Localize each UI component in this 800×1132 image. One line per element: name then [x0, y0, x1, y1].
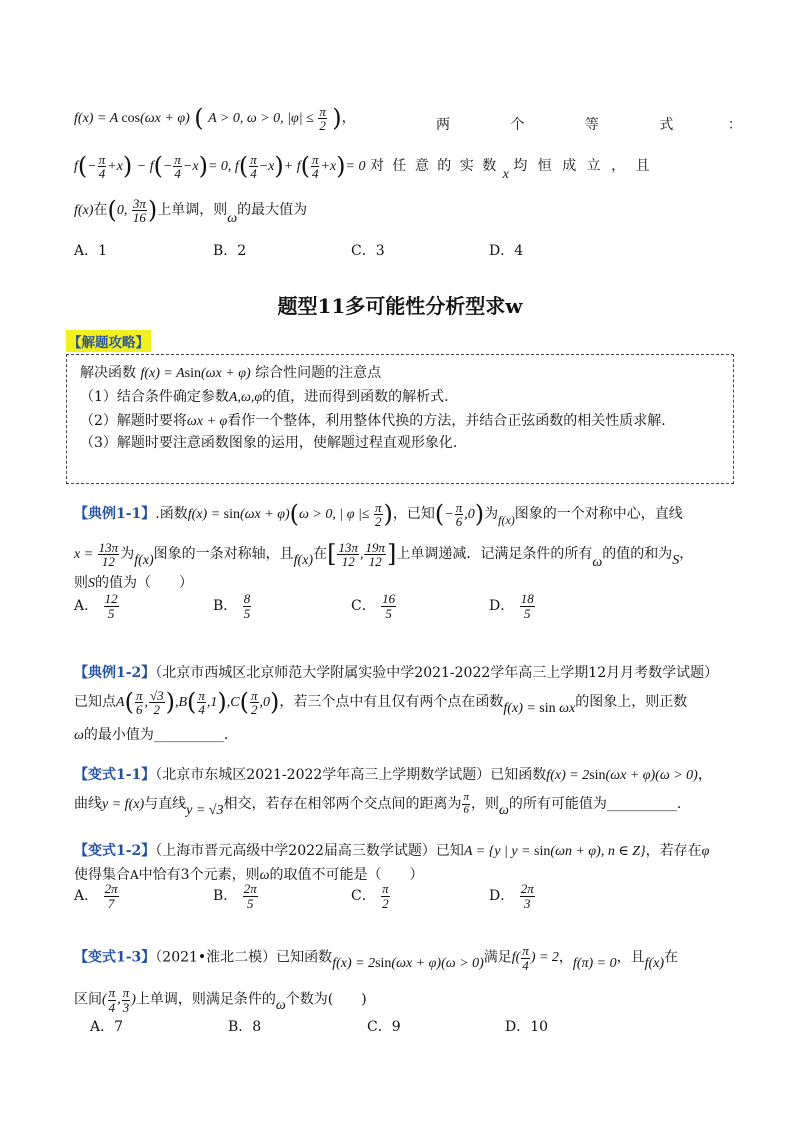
var3-option-d[interactable]: D．10 [505, 1019, 549, 1035]
ex1-tag: 【典例1-1】 [74, 506, 156, 522]
ex1-option-c[interactable]: C． $\frac{16}{5}$ [351, 591, 396, 621]
var3-option-b[interactable]: B．8 [228, 1019, 262, 1035]
math-cond: A > 0, ω > 0, |φ| ≤ $\frac{\pi}{2}$ [208, 103, 326, 134]
strategy-line2: （1）结合条件确定参数A,ω,φ的值，进而得到函数的解析式. [80, 389, 449, 405]
math-expr: f(x) = A cos(ωx + φ) [74, 111, 190, 126]
ex1-line1: 【典例1-1】.函数f(x) = sin(ωx + φ)(ω > 0, | φ |≤ $\frac{\pi}{2}$ )，已知(− $\frac{\pi}{6}$ ,0)为f(x)图象的一个对称中心，直线 [74, 499, 683, 530]
var1-line2: 曲线y = f(x)与直线y = √3相交，若存在相邻两个交点间的距离为 $\frac{\pi}{6}$ ，则ω的所有可能值为__________. [74, 791, 682, 819]
section-title: 题型11多可能性分析型求w [277, 294, 523, 318]
ex1-option-b[interactable]: B． $\frac{8}{5}$ [213, 591, 251, 621]
ex1-option-a[interactable]: A． $\frac{12}{5}$ [74, 591, 118, 621]
var2-option-b[interactable]: B． $\frac{2\pi}{5}$ [213, 881, 257, 911]
ex2-line2: 已知点A( $\frac{\pi}{6}$ , $\frac{√3}{2}$ ),B( $\frac{\pi}{4}$ ,1),C( $\frac{\pi}{2}$ ,0)，若三个点中有且仅有两个点在函数f(x) = sin ωx的图象上，则正数 [74, 687, 688, 718]
strategy-label: 【解题攻略】 [66, 330, 151, 352]
text: 上单调，则 [157, 202, 228, 218]
strategy-line1: 解决函数 f(x) = Asin(ωx + φ) 综合性问题的注意点 [80, 365, 382, 381]
option-d[interactable]: D．4 [489, 243, 524, 259]
problem-top-line1: f(x) = A cos(ωx + φ) ( A > 0, ω > 0, |φ| ≤ $\frac{\pi}{2}$ )， [74, 103, 356, 134]
var2-option-c[interactable]: C． $\frac{\pi}{2}$ [351, 881, 389, 911]
var3-option-a[interactable]: A．7 [90, 1019, 124, 1035]
text: 均 恒 成 立 ， 且 [513, 158, 653, 174]
ex2-tag: 【典例1-2】 [74, 665, 156, 681]
strategy-line3: （2）解题时要将ωx + φ看作一个整体，利用整体代换的方法，并结合正弦函数的相关性质求解. [80, 413, 666, 429]
text-char: 两 [436, 117, 450, 133]
problem-top-line3: f(x)在(0, $\frac{3\pi}{16}$ )上单调，则ω的最大值为 [74, 195, 308, 226]
var2-line1: 【变式1-2】（上海市晋元高级中学2022届高三数学试题）已知A = {y | y = sin(ωn + φ), n ∈ Z}，若存在φ [74, 843, 710, 859]
var-x: x [502, 167, 509, 182]
ex2-line3: ω的最小值为__________. [74, 727, 229, 743]
var3-line1: 【变式1-3】（2021•淮北二模）已知函数f(x) = 2sin(ωx + φ)(ω > 0)满足f( $\frac{\pi}{4}$ ) = 2，f(π) = 0，且f(x)在 [74, 943, 679, 973]
ex2-line1: 【典例1-2】（北京市西城区北京师范大学附属实验中学2021-2022学年高三上学期12月月考数学试题） [74, 665, 719, 681]
text-char: 式 [659, 117, 674, 133]
ex1-option-d[interactable]: D． $\frac{18}{5}$ [489, 591, 534, 621]
option-c[interactable]: C．3 [351, 243, 385, 259]
text-char: 等 [584, 117, 599, 133]
var3-option-c[interactable]: C．9 [367, 1019, 401, 1035]
option-a[interactable]: A．1 [74, 243, 108, 259]
var2-option-a[interactable]: A． $\frac{2\pi}{7}$ [74, 881, 118, 911]
var-omega: ω [227, 211, 238, 226]
text: 的最大值为 [237, 202, 308, 218]
strategy-line4: （3）解题时要注意函数图象的运用，使解题过程直观形象化. [80, 435, 458, 451]
var2-option-d[interactable]: D． $\frac{2\pi}{3}$ [489, 881, 534, 911]
var1-line1: 【变式1-1】（北京市东城区2021-2022学年高三上学期数学试题）已知函数f(x) = 2sin(ωx + φ)(ω > 0)， [74, 767, 712, 783]
ex1-line3: 则S的值为（ ） [74, 575, 193, 591]
text: 对 任 意 的 实 数 [369, 158, 499, 174]
var2-tag: 【变式1-2】 [74, 843, 156, 859]
text-char: ： [727, 117, 742, 133]
text-char: 个 [510, 117, 525, 133]
var3-line2: 区间( $\frac{\pi}{4}$ , $\frac{\pi}{3}$ )上单调，则满足条件的ω个数为( ) [74, 985, 367, 1015]
ex1-line2: x = $\frac{13\pi}{12}$ 为f(x)图象的一条对称轴，且f(x)在[ $\frac{13\pi}{12}$ , $\frac{19\pi}{12}$ ]上单调递减．记满足条件的所有ω的值的和为S， [74, 539, 694, 570]
var2-line2: 使得集合A中恰有3个元素，则ω的取值不可能是（ ） [74, 867, 424, 883]
var1-tag: 【变式1-1】 [74, 767, 156, 783]
problem-top-line1-text [436, 114, 742, 134]
problem-top-line2: f(− $\frac{\pi}{4}$ +x) − f(− $\frac{\pi}{4}$ −x)= 0, f( $\frac{\pi}{4}$ −x)+ f( $\frac{\pi}{4}$ +x)= 0 对 任 意 的 实 数 x 均 恒 成 立 ， 且 [74, 151, 653, 182]
option-b[interactable]: B．2 [213, 243, 247, 259]
var3-tag: 【变式1-3】 [74, 949, 156, 966]
